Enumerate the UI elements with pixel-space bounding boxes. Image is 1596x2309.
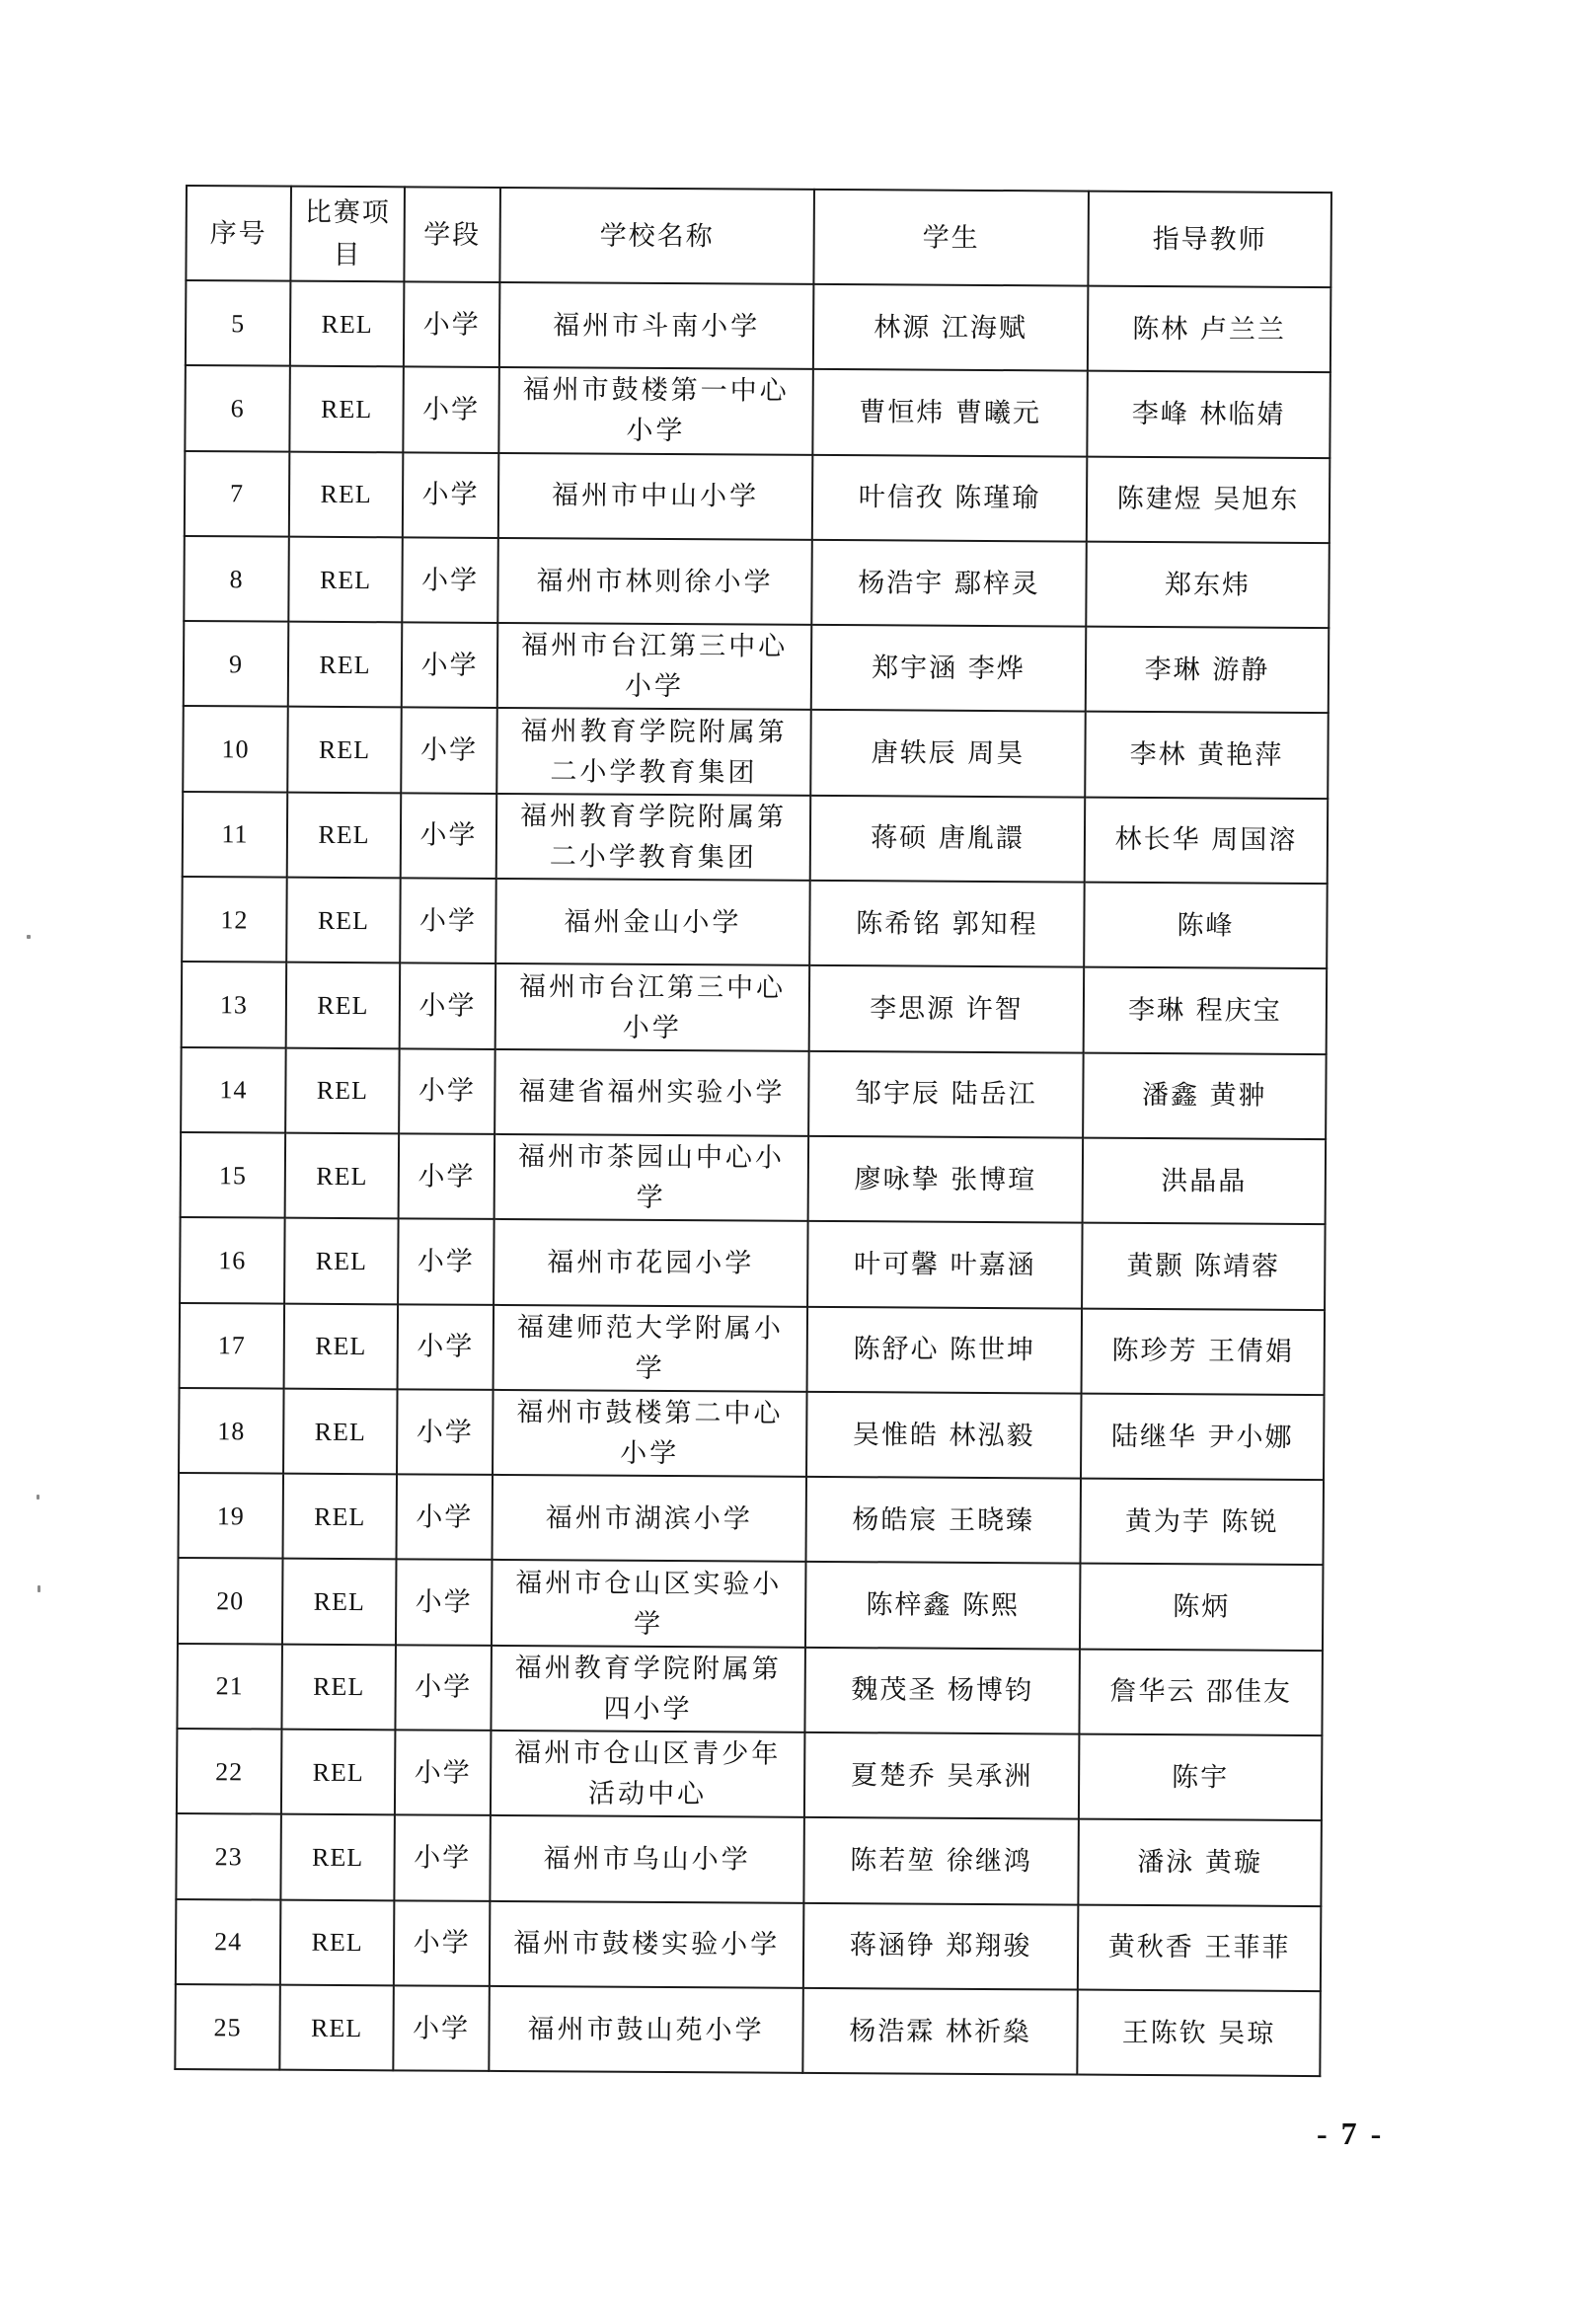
table-row xyxy=(177,1729,1323,1820)
cell-stage: 小学 xyxy=(398,1304,494,1390)
cell-school: 福州金山小学 xyxy=(495,879,810,965)
cell-stage: 小学 xyxy=(404,281,500,367)
scan-speck xyxy=(27,935,31,939)
cell-students: 杨浩霖 林祈燊 xyxy=(802,1988,1078,2075)
cell-teachers: 林长华 周国溶 xyxy=(1085,797,1329,884)
award-table xyxy=(174,185,1332,2077)
cell-school: 福州教育学院附属第二小学教育集团 xyxy=(496,794,811,881)
cell-school: 福州市中山小学 xyxy=(498,453,813,540)
cell-event: REL xyxy=(280,1899,395,1985)
table-row xyxy=(180,1303,1326,1395)
cell-teachers: 陈珍芳 王倩娟 xyxy=(1082,1308,1326,1395)
cell-teachers: 潘鑫 黄翀 xyxy=(1083,1052,1327,1139)
cell-num: 17 xyxy=(180,1303,285,1389)
cell-event: REL xyxy=(290,281,405,367)
cell-students: 叶信孜 陈瑾瑜 xyxy=(812,454,1088,541)
cell-stage: 小学 xyxy=(401,793,497,879)
cell-event: REL xyxy=(287,792,402,878)
cell-stage: 小学 xyxy=(394,1815,491,1901)
cell-event: REL xyxy=(284,1303,399,1389)
table-row xyxy=(184,536,1330,628)
table-header xyxy=(186,186,1331,287)
cell-teachers: 陈建煜 吴旭东 xyxy=(1087,456,1330,543)
cell-num: 21 xyxy=(177,1644,282,1730)
cell-event: REL xyxy=(288,537,403,623)
cell-event: REL xyxy=(283,1388,398,1474)
cell-num: 23 xyxy=(176,1813,281,1899)
cell-school: 福州市台江第三中心小学 xyxy=(497,623,812,710)
table-row xyxy=(179,1388,1325,1480)
table-row xyxy=(177,1644,1323,1735)
table-row xyxy=(179,1473,1325,1565)
cell-event: REL xyxy=(284,1218,399,1304)
cell-teachers: 李峰 林临婧 xyxy=(1087,371,1330,458)
cell-stage: 小学 xyxy=(397,1389,494,1475)
cell-num: 15 xyxy=(181,1132,286,1218)
cell-num: 5 xyxy=(186,280,291,366)
cell-teachers: 洪晶晶 xyxy=(1083,1138,1327,1225)
cell-teachers: 詹华云 邵佳友 xyxy=(1079,1649,1323,1735)
cell-teachers: 潘泳 黄璇 xyxy=(1078,1819,1322,1906)
table-body xyxy=(175,280,1330,2076)
cell-students: 陈若堃 徐继鸿 xyxy=(803,1817,1079,1904)
cell-students: 郑宇涵 李烨 xyxy=(811,625,1087,712)
cell-teachers: 李琳 游静 xyxy=(1086,627,1330,714)
cell-stage: 小学 xyxy=(395,1645,492,1731)
table-row xyxy=(185,365,1330,457)
cell-students: 唐轶辰 周昊 xyxy=(810,710,1086,797)
cell-students: 陈梓鑫 陈熙 xyxy=(805,1562,1081,1649)
cell-school: 福州教育学院附属第二小学教育集团 xyxy=(496,708,811,795)
table-row xyxy=(178,1558,1324,1650)
header-row xyxy=(186,186,1331,287)
cell-school: 福州市乌山小学 xyxy=(490,1815,804,1902)
cell-event: REL xyxy=(281,1730,396,1815)
cell-num: 22 xyxy=(177,1729,282,1814)
cell-event: REL xyxy=(289,366,404,452)
cell-stage: 小学 xyxy=(403,367,499,453)
header-teachers: 指导教师 xyxy=(1088,192,1331,288)
cell-teachers: 陈林 卢兰兰 xyxy=(1088,286,1331,373)
table-row xyxy=(181,1132,1327,1224)
cell-students: 陈希铭 郭知程 xyxy=(809,881,1085,967)
cell-num: 25 xyxy=(175,1984,280,2070)
table-row xyxy=(181,1047,1327,1139)
cell-students: 叶可馨 叶嘉涵 xyxy=(807,1221,1083,1308)
cell-num: 6 xyxy=(185,365,290,451)
table-row xyxy=(183,706,1329,798)
cell-students: 杨皓宸 王晓臻 xyxy=(805,1477,1081,1564)
cell-event: REL xyxy=(288,622,403,708)
cell-num: 14 xyxy=(181,1047,286,1133)
scan-speck xyxy=(38,1585,40,1592)
cell-students: 廖咏挚 张博瑄 xyxy=(808,1136,1084,1223)
cell-num: 10 xyxy=(183,706,288,792)
cell-school: 福州市鼓楼实验小学 xyxy=(490,1901,804,1988)
cell-teachers: 陈峰 xyxy=(1084,883,1328,969)
cell-school: 福州市鼓山苑小学 xyxy=(489,1986,803,2073)
cell-school: 福建省福州实验小学 xyxy=(494,1049,809,1136)
cell-students: 蒋硕 唐胤譞 xyxy=(810,796,1086,883)
scan-speck xyxy=(37,1495,39,1500)
cell-stage: 小学 xyxy=(393,1985,490,2071)
cell-school: 福州市茶园山中心小学 xyxy=(494,1134,809,1221)
header-stage: 学段 xyxy=(404,187,500,282)
cell-num: 8 xyxy=(184,536,289,622)
table-row xyxy=(183,792,1329,884)
cell-event: REL xyxy=(287,707,402,793)
cell-school: 福州市林则徐小学 xyxy=(497,538,812,625)
cell-event: REL xyxy=(282,1474,397,1560)
cell-stage: 小学 xyxy=(395,1730,492,1815)
cell-students: 陈舒心 陈世坤 xyxy=(807,1306,1083,1393)
cell-num: 7 xyxy=(185,451,290,537)
cell-school: 福州市仓山区青少年活动中心 xyxy=(491,1731,805,1817)
cell-num: 24 xyxy=(176,1899,281,1985)
cell-num: 20 xyxy=(178,1558,283,1644)
cell-school: 福州市台江第三中心小学 xyxy=(495,963,810,1050)
cell-stage: 小学 xyxy=(396,1474,493,1560)
cell-stage: 小学 xyxy=(402,537,498,623)
cell-stage: 小学 xyxy=(399,1048,495,1134)
cell-num: 12 xyxy=(182,877,287,962)
cell-school: 福州市仓山区实验小学 xyxy=(492,1560,806,1647)
cell-num: 18 xyxy=(179,1388,284,1474)
cell-school: 福州市花园小学 xyxy=(494,1219,808,1306)
cell-school: 福州市湖滨小学 xyxy=(492,1475,806,1562)
cell-stage: 小学 xyxy=(401,708,497,794)
cell-students: 李思源 许智 xyxy=(809,965,1085,1052)
table-row xyxy=(186,280,1331,372)
cell-teachers: 郑东炜 xyxy=(1086,541,1330,628)
cell-num: 19 xyxy=(179,1473,284,1559)
cell-stage: 小学 xyxy=(403,452,499,538)
cell-students: 邹宇辰 陆岳江 xyxy=(808,1051,1084,1138)
cell-school: 福州市斗南小学 xyxy=(499,282,814,369)
table-row xyxy=(182,962,1328,1053)
cell-teachers: 黄秋香 王菲菲 xyxy=(1078,1904,1322,1991)
cell-students: 曹恒炜 曹曦元 xyxy=(812,369,1088,456)
cell-school: 福州市鼓楼第二中心小学 xyxy=(493,1390,807,1477)
cell-event: REL xyxy=(286,962,401,1048)
cell-teachers: 李琳 程庆宝 xyxy=(1084,967,1328,1054)
cell-teachers: 李林 黄艳萍 xyxy=(1085,712,1329,799)
cell-stage: 小学 xyxy=(402,623,498,709)
cell-num: 13 xyxy=(182,962,287,1047)
cell-teachers: 陆继华 尹小娜 xyxy=(1081,1393,1325,1480)
cell-students: 蒋涵铮 郑翔骏 xyxy=(803,1902,1079,1989)
cell-num: 11 xyxy=(183,792,288,878)
cell-event: REL xyxy=(289,451,404,537)
page-number: - 7 - xyxy=(1317,2116,1385,2151)
cell-students: 魏茂圣 杨博钧 xyxy=(804,1648,1080,1734)
cell-event: REL xyxy=(285,1133,400,1219)
cell-event: REL xyxy=(281,1644,396,1730)
header-students: 学生 xyxy=(813,190,1089,286)
table-row xyxy=(182,877,1328,968)
table-row xyxy=(176,1899,1322,1991)
cell-students: 夏楚乔 吴承洲 xyxy=(804,1732,1080,1819)
cell-stage: 小学 xyxy=(394,1900,491,1986)
header-event: 比赛项目 xyxy=(290,187,405,282)
cell-school: 福建师范大学附属小学 xyxy=(494,1304,808,1391)
cell-teachers: 陈炳 xyxy=(1080,1564,1324,1651)
table-row xyxy=(175,1984,1321,2076)
cell-event: REL xyxy=(279,1985,394,2071)
table-row xyxy=(176,1813,1322,1905)
cell-stage: 小学 xyxy=(400,963,496,1049)
cell-stage: 小学 xyxy=(399,1133,495,1219)
cell-teachers: 王陈钦 吴琼 xyxy=(1077,1989,1321,2076)
cell-event: REL xyxy=(282,1559,397,1645)
header-school: 学校名称 xyxy=(499,188,814,284)
header-num: 序号 xyxy=(186,186,291,281)
cell-num: 9 xyxy=(184,621,289,707)
table-row xyxy=(184,621,1330,713)
cell-school: 福州市鼓楼第一中心小学 xyxy=(498,367,813,454)
table-row xyxy=(185,451,1330,543)
cell-students: 杨浩宇 鄢梓灵 xyxy=(811,540,1087,627)
cell-stage: 小学 xyxy=(400,878,496,963)
cell-teachers: 陈宇 xyxy=(1079,1734,1323,1821)
cell-students: 吴惟皓 林泓毅 xyxy=(806,1392,1082,1479)
cell-school: 福州教育学院附属第四小学 xyxy=(491,1646,805,1732)
cell-event: REL xyxy=(285,1047,400,1133)
cell-event: REL xyxy=(286,878,401,963)
cell-num: 16 xyxy=(180,1217,285,1303)
cell-stage: 小学 xyxy=(398,1219,494,1305)
cell-students: 林源 江海赋 xyxy=(813,284,1089,371)
table-row xyxy=(180,1217,1326,1309)
cell-teachers: 黄颢 陈靖蓉 xyxy=(1082,1223,1326,1310)
cell-event: REL xyxy=(280,1814,395,1900)
cell-teachers: 黄为芋 陈锐 xyxy=(1080,1479,1324,1566)
cell-stage: 小学 xyxy=(396,1560,493,1646)
